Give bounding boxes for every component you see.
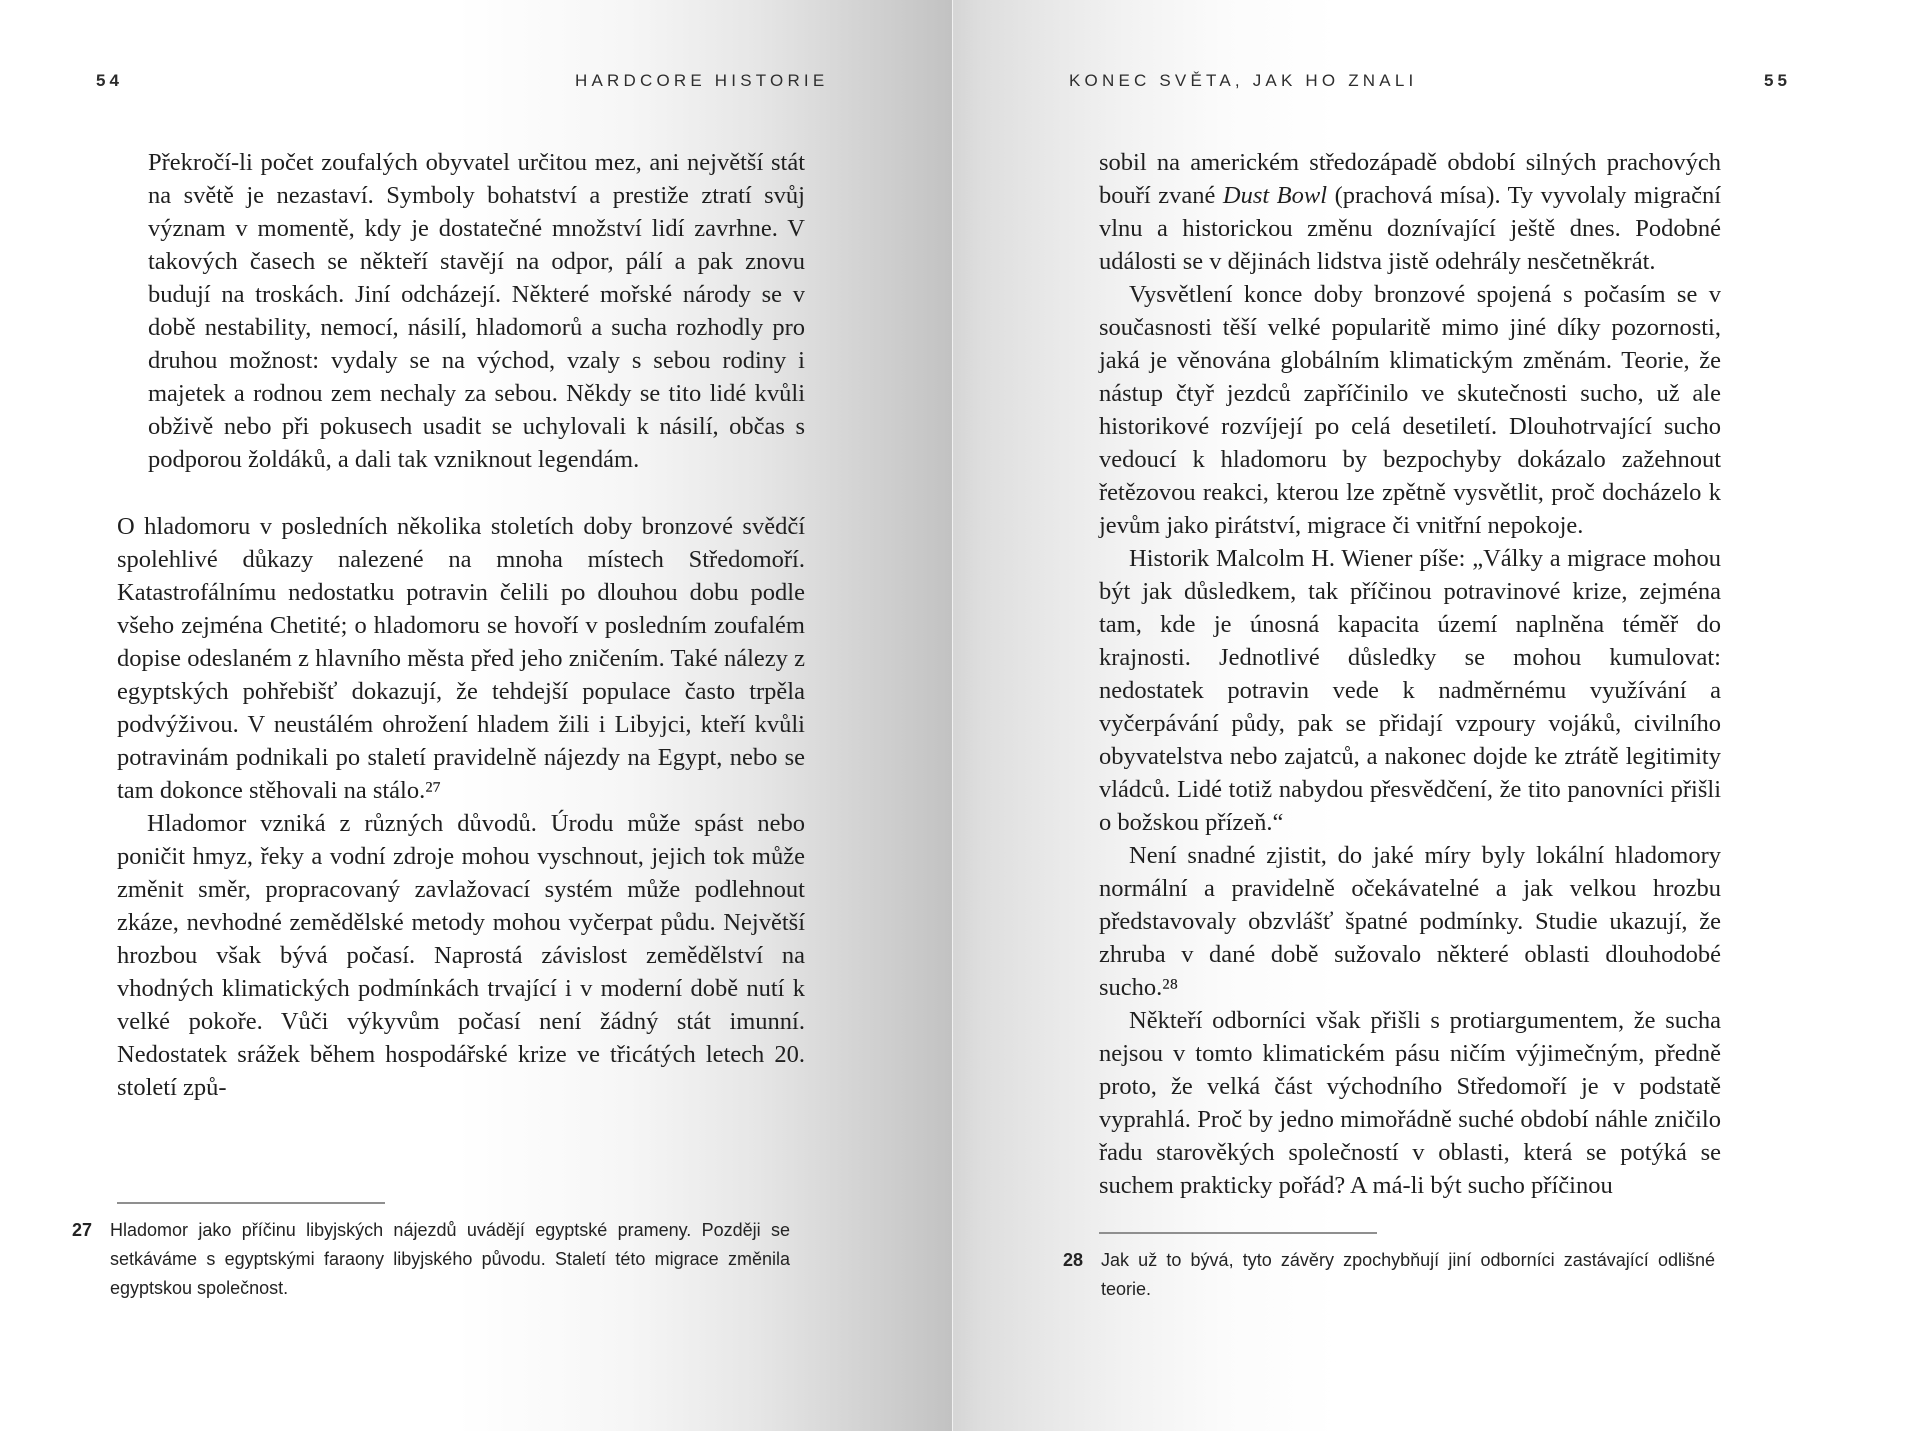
page-number-left: 54 [96,71,123,90]
running-header-right: KONEC SVĚTA, JAK HO ZNALI [1069,71,1418,90]
page-right [952,0,1911,1431]
paragraph: Není snadné zjistit, do jaké míry byly lokální hladomory normální a pravidelně očekávatelné a jak velkou hrozbu představovaly obzvlášť špatné podmínky. Studie ukazují, že zhruba v dané době sužovalo některé oblasti dlouhodobé sucho.²⁸ [1099,842,1721,1001]
paragraph: Historik Malcolm H. Wiener píše: „Války a migrace mohou být jak důsledkem, tak příčinou potravinové krize, zejména tam, kde je únosná kapacita území naplněna téměř do krajnosti. Jednotlivé důsledky se mohou kumulovat: nedostatek potravin vede k nadměrnému využívání a vyčerpávání půdy, pak se přidají vzpoury vojáků, civilního obyvatelstva nebo zajatců, a nakonec dojde ke ztrátě legitimity vládců. Lidé totiž nabydou přesvědčení, že tito panovníci přišli o božskou přízeň.“ [1099,545,1721,836]
paragraph: Někteří odborníci však přišli s protiargumentem, že sucha nejsou v tomto klimatickém pásu ničím výjimečným, předně proto, že velká část východního Středomoří je v podstatě vyprahlá. Proč by jedno mimořádně suché období náhle zničilo řadu starověkých společností v oblasti, která se potýká se suchem prakticky pořád? A má-li být sucho příčinou [1099,1007,1721,1199]
page-number-right: 55 [1764,71,1791,90]
paragraph: Vysvětlení konce doby bronzové spojená s počasím se v současnosti těší velké popularitě mimo jiné díky pozornosti, jaká je věnována globálním klimatickým změnám. Teorie, že nástup čtyř jezdců zapříčinilo ve skutečnosti sucho, už ale historikové rozvíjejí po celá desetiletí. Dlouhotrvající sucho vedoucí k hladomoru by bezpochyby dokázalo zažehnout řetězovou reakci, kterou lze zpětně vysvětlit, proč docházelo k jevům jako pirátství, migrace či vnitřní nepokoje. [1099,281,1721,539]
footnote-divider-right [1099,1232,1377,1234]
footnote-number: 28 [1063,1250,1084,1270]
footnote-text: Jak už to bývá, tyto závěry zpochybňují jiní odborníci zastávající odlišné teorie. [1101,1250,1715,1299]
block-quote: Překročí-li počet zoufalých obyvatel určitou mez, ani největší stát na světě je nezastaví. Symboly bohatství a prestiže ztratí svůj význam v momentě, kdy je dostatečné množství lidí zavrhne. V takových časech se někteří stavějí na odpor, pálí a pak znovu budují na troskách. Jiní odcházejí. Některé mořské národy se v době nestability, nemocí, násilí, hladomorů a sucha rozhodly pro druhou možnost: vydaly se na východ, vzaly s sebou rodiny i majetek a rodnou zem nechaly za sebou. Někdy se tito lidé kvůli obživě nebo při pokusech usadit se uchylovali k násilí, občas s podporou žoldáků, a dali tak vzniknout legendám. [148,149,805,473]
body-text-left [117,146,805,1104]
paragraph: sobil na americkém středozápadě období silných prachových bouří zvané Dust Bowl (prachová mísa). Ty vyvolaly migrační vlnu a historickou změnu doznívající ještě dnes. Podobné události se v dějinách lidstva jistě odehrály nesčetněkrát. [1099,149,1721,275]
paragraph: O hladomoru v posledních několika stoletích doby bronzové svědčí spolehlivé důkazy nalezené na mnoha místech Středomoří. Katastrofálnímu nedostatku potravin čelili po dlouhou dobu podle všeho zejména Chetité; o hladomoru se hovoří v posledním zoufalém dopise odeslaném z hlavního města před jeho zničením. Také nálezy z egyptských pohřebišť dokazují, že tehdejší populace často trpěla podvýživou. V neustálém ohrožení hladem žili i Libyjci, kteří kvůli potravinám podnikali po staletí pravidelně nájezdy na Egypt, nebo se tam dokonce stěhovali na stálo.²⁷ [117,513,805,804]
page-left [0,0,952,1431]
running-header-left: HARDCORE HISTORIE [575,71,829,90]
footnote-text: Hladomor jako příčinu libyjských nájezdů uvádějí egyptské prameny. Později se setkáváme s egyptskými faraony libyjského původu. Staletí této migrace změnila egyptskou společnost. [110,1220,790,1298]
body-text-right [1099,146,1721,1202]
footnote-number: 27 [72,1220,93,1240]
footnote-27 [72,1216,790,1303]
footnote-divider-left [117,1202,385,1204]
paragraph: Hladomor vzniká z různých důvodů. Úrodu může spást nebo poničit hmyz, řeky a vodní zdroje mohou vyschnout, jejich tok může změnit směr, propracovaný zavlažovací systém může podlehnout zkáze, nevhodné zemědělské metody mohou vyčerpat půdu. Největší hrozbou však bývá počasí. Naprostá závislost zemědělství na vhodných klimatických podmínkách trvající i v moderní době nutí k velké pokoře. Vůči výkyvům počasí není žádný stát imunní. Nedostatek srážek během hospodářské krize ve třicátých letech 20. století způ- [117,810,805,1101]
footnote-28 [1063,1246,1715,1304]
